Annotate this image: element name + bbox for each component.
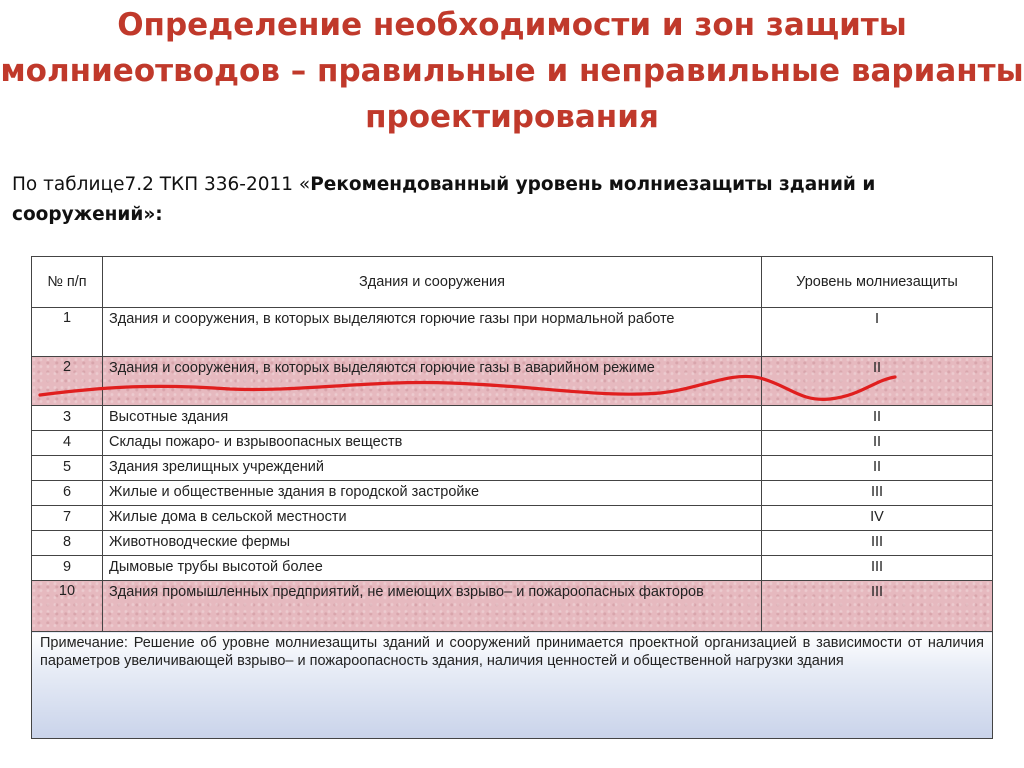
intro-bold-1: Рекомендованный уровень молниезащиты зданий и	[310, 174, 876, 195]
row-num: 7	[32, 506, 103, 531]
row-building: Склады пожаро- и взрывоопасных веществ	[103, 431, 762, 456]
title-line-1: Определение необходимости и зон защиты	[117, 7, 907, 43]
row-building: Высотные здания	[103, 406, 762, 431]
header-num: № п/п	[32, 257, 103, 308]
table-note-row	[32, 632, 993, 739]
row-building: Здания и сооружения, в которых выделяются горючие газы при нормальной работе	[103, 308, 762, 357]
table-row-highlighted	[32, 581, 993, 632]
row-level: II	[762, 456, 993, 481]
header-level: Уровень молниезащиты	[762, 257, 993, 308]
row-level: II	[762, 357, 993, 406]
row-level: II	[762, 406, 993, 431]
intro-prefix: По таблице7.2 ТКП 336-2011 «	[12, 174, 311, 195]
row-building: Жилые дома в сельской местности	[103, 506, 762, 531]
row-num: 9	[32, 556, 103, 581]
row-level: IV	[762, 506, 993, 531]
row-level: I	[762, 308, 993, 357]
table-row	[32, 506, 993, 531]
row-level: III	[762, 556, 993, 581]
table-row	[32, 431, 993, 456]
row-level: II	[762, 431, 993, 456]
row-num: 5	[32, 456, 103, 481]
intro-line-1	[12, 170, 1012, 200]
header-building: Здания и сооружения	[103, 257, 762, 308]
table-row	[32, 456, 993, 481]
row-num: 4	[32, 431, 103, 456]
row-num: 1	[32, 308, 103, 357]
row-num: 2	[32, 357, 103, 406]
row-level: III	[762, 481, 993, 506]
row-building: Жилые и общественные здания в городской застройке	[103, 481, 762, 506]
row-level: III	[762, 581, 993, 632]
intro-text	[12, 170, 1012, 230]
row-building: Дымовые трубы высотой более	[103, 556, 762, 581]
row-building: Здания зрелищных учреждений	[103, 456, 762, 481]
table-row-highlighted	[32, 357, 993, 406]
page-title	[0, 2, 1024, 140]
row-building: Животноводческие фермы	[103, 531, 762, 556]
table-row	[32, 481, 993, 506]
row-building: Здания и сооружения, в которых выделяются горючие газы в аварийном режиме	[103, 357, 762, 406]
row-num: 8	[32, 531, 103, 556]
row-num: 6	[32, 481, 103, 506]
intro-line-2: сооружений»:	[12, 204, 163, 225]
title-line-3: проектирования	[365, 99, 659, 135]
table-note: Примечание: Решение об уровне молниезащиты зданий и сооружений принимается проектной организацией в зависимости от наличия параметров увеличивающей взрыво– и пожароопасность здания, наличия ценностей и общественной нагрузки здания	[32, 632, 993, 739]
row-building: Здания промышленных предприятий, не имеющих взрыво– и пожароопасных факторов	[103, 581, 762, 632]
table-row	[32, 406, 993, 431]
protection-level-table	[31, 256, 993, 739]
table-row	[32, 531, 993, 556]
title-line-2: молниеотводов – правильные и неправильные варианты	[0, 53, 1024, 89]
table-row	[32, 556, 993, 581]
row-num: 3	[32, 406, 103, 431]
row-num: 10	[32, 581, 103, 632]
table-row	[32, 308, 993, 357]
row-level: III	[762, 531, 993, 556]
table-header-row	[32, 257, 993, 308]
